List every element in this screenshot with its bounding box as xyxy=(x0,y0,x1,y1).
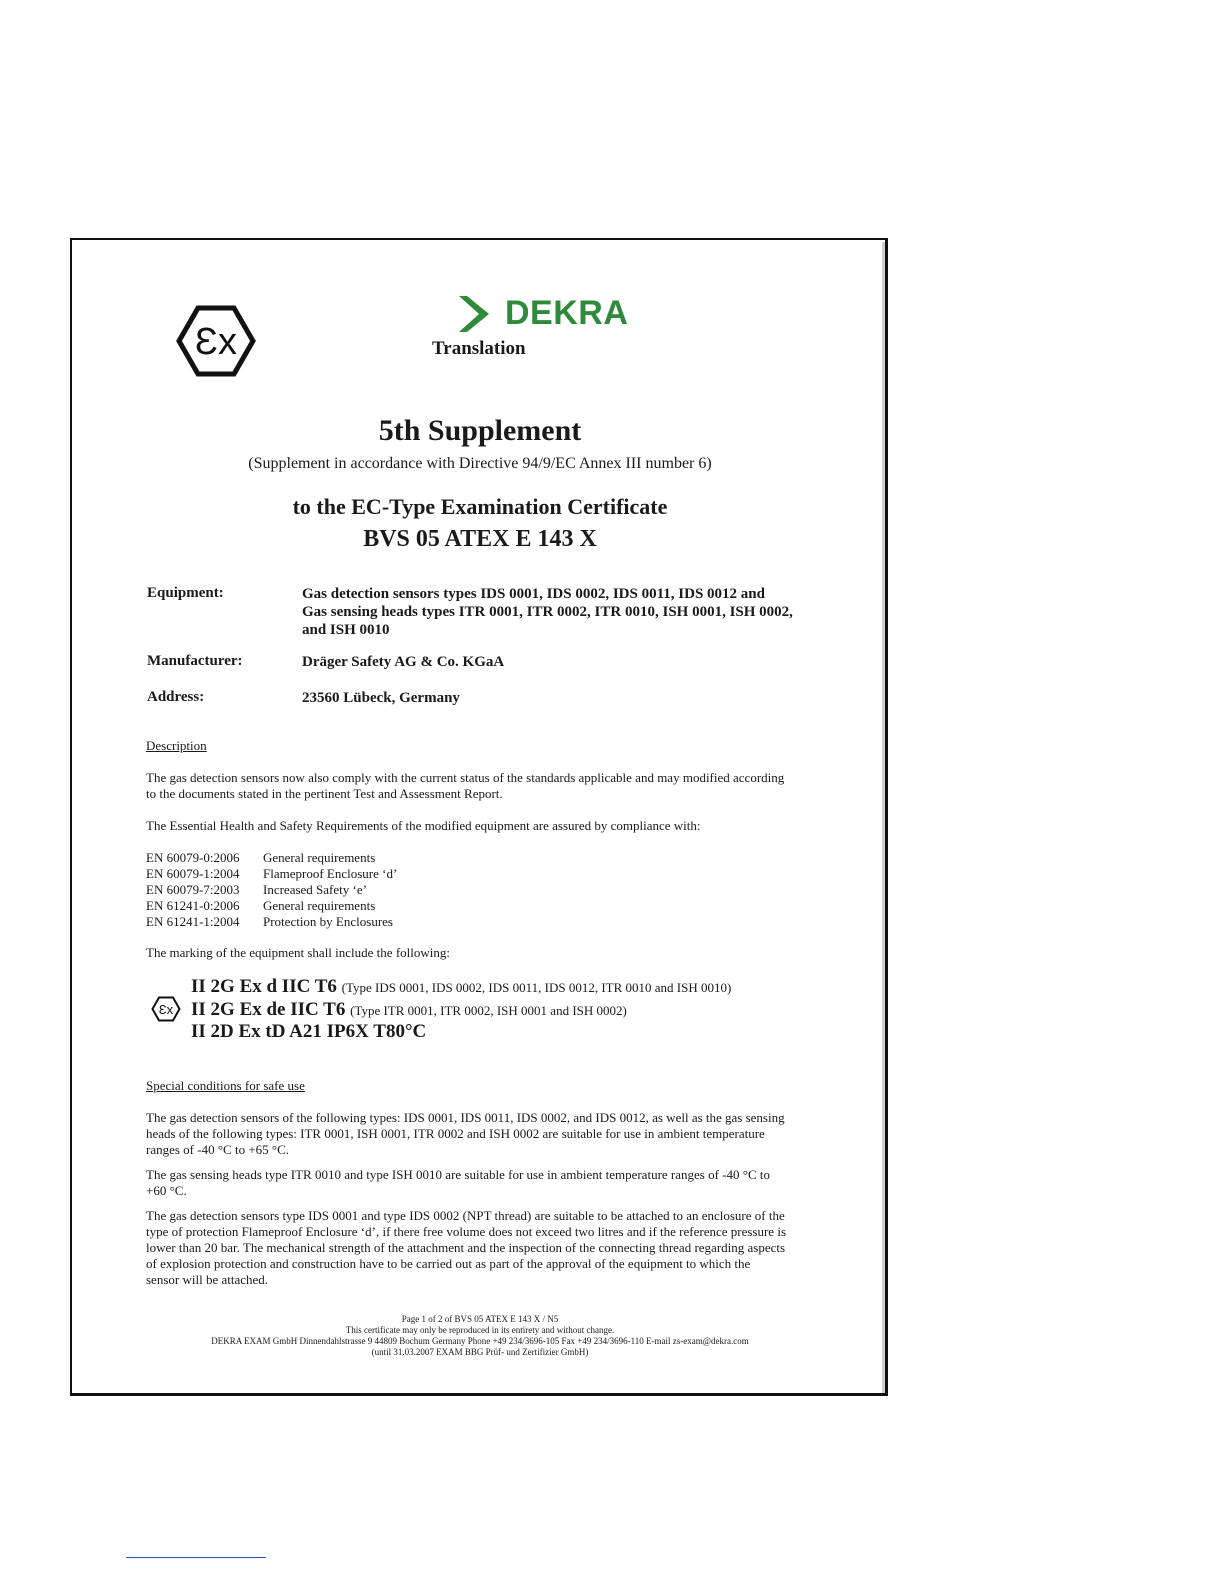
certificate-title: to the EC-Type Examination Certificate xyxy=(292,494,668,519)
ex-hexagon-small-icon xyxy=(151,996,181,1022)
standard-row xyxy=(146,866,397,882)
dekra-brand: DEKRA xyxy=(505,294,629,332)
footer-page-number: Page 1 of 2 of BVS 05 ATEX E 143 X / N5 xyxy=(401,1314,559,1324)
footer-former-name: (until 31.03.2007 EXAM BBG Prüf- und Zertifizier GmbH) xyxy=(371,1347,589,1357)
standard-row xyxy=(146,882,367,898)
special-conditions-paragraph: The gas detection sensors of the following types: IDS 0001, IDS 0011, IDS 0002, and IDS 0012, as well as the gas sensing heads of the following types: ITR 0001, ISH 0001, ITR 0002 and ISH 0002 are suitable for use in ambient temperature ranges of -40 °C to +65 °C. xyxy=(146,1110,785,1157)
description-heading: Description xyxy=(146,738,207,753)
standard-title: Increased Safety ‘e’ xyxy=(263,882,367,897)
marking-line xyxy=(191,1021,426,1043)
marking-note: (Type IDS 0001, IDS 0002, IDS 0011, IDS 0012, ITR 0010 and ISH 0010) xyxy=(341,980,732,995)
supplement-subtitle: (Supplement in accordance with Directive 94/9/EC Annex III number 6) xyxy=(248,455,712,472)
manufacturer-value: Dräger Safety AG & Co. KGaA xyxy=(302,654,505,670)
footer-reproduction-note: This certificate may only be reproduced in its entirety and without change. xyxy=(345,1325,615,1335)
dekra-logo xyxy=(455,292,629,332)
standard-code: EN 60079-1:2004 xyxy=(146,866,240,881)
standard-row xyxy=(146,898,375,914)
equipment-value xyxy=(302,585,793,639)
standard-row xyxy=(146,850,375,866)
standard-title: Protection by Enclosures xyxy=(263,914,393,929)
dekra-arrow-icon xyxy=(455,292,495,332)
footer-contact: DEKRA EXAM GmbH Dinnendahlstrasse 9 44809 Bochum Germany Phone +49 234/3696-105 Fax +49 234/3696-110 E-mail zs-exam@dekra.com xyxy=(211,1336,749,1346)
supplement-title: 5th Supplement xyxy=(378,414,582,447)
standard-code: EN 61241-1:2004 xyxy=(146,914,240,929)
svg-text:Ɛx: Ɛx xyxy=(195,321,237,363)
equipment-label: Equipment: xyxy=(147,585,224,601)
translation-label: Translation xyxy=(432,338,526,359)
manufacturer-label: Manufacturer: xyxy=(147,653,243,669)
special-conditions-paragraph: The gas sensing heads type ITR 0010 and type ISH 0010 are suitable for use in ambient temperature ranges of -40 °C to +60 °C. xyxy=(146,1167,770,1198)
standard-title: General requirements xyxy=(263,850,376,865)
address-label: Address: xyxy=(147,689,205,705)
standard-code: EN 61241-0:2006 xyxy=(146,898,240,913)
svg-text:Ɛx: Ɛx xyxy=(158,1002,174,1017)
equipment-line: and ISH 0010 xyxy=(302,622,390,638)
marking-code: II 2G Ex de IIC T6 xyxy=(191,999,346,1020)
standard-title: Flameproof Enclosure ‘d’ xyxy=(263,866,398,881)
marking-code: II 2D Ex tD A21 IP6X T80°C xyxy=(191,1021,427,1042)
ex-logo xyxy=(176,305,256,377)
standard-row xyxy=(146,914,393,930)
marking-code: II 2G Ex d IIC T6 xyxy=(191,976,337,997)
standard-code: EN 60079-0:2006 xyxy=(146,850,240,865)
address-value: 23560 Lübeck, Germany xyxy=(302,690,460,706)
marking-ex-logo xyxy=(151,996,181,1022)
special-conditions-heading: Special conditions for safe use xyxy=(146,1078,305,1093)
standard-code: EN 60079-7:2003 xyxy=(146,882,240,897)
equipment-line: Gas detection sensors types IDS 0001, IDS 0002, IDS 0011, IDS 0012 and xyxy=(302,586,765,602)
ex-hexagon-icon xyxy=(176,305,256,377)
marking-line xyxy=(191,999,627,1021)
marking-line xyxy=(191,976,731,998)
description-paragraph: The gas detection sensors now also comply with the current status of the standards applicable and may modified according to the documents stated in the pertinent Test and Assessment Report. xyxy=(146,770,785,801)
standard-title: General requirements xyxy=(263,898,376,913)
marking-intro: The marking of the equipment shall include the following: xyxy=(146,945,450,960)
marking-note: (Type ITR 0001, ITR 0002, ISH 0001 and ISH 0002) xyxy=(350,1003,627,1018)
requirements-paragraph: The Essential Health and Safety Requirements of the modified equipment are assured by compliance with: xyxy=(146,818,701,833)
footnote-rule xyxy=(126,1557,266,1558)
special-conditions-paragraph: The gas detection sensors type IDS 0001 and type IDS 0002 (NPT thread) are suitable to be attached to an enclosure of the type of protection Flameproof Enclosure ‘d’, if there free volume does not exceed two litres and if the reference pressure is lower than 20 bar. The mechanical strength of the attachment and the inspection of the connecting thread regarding aspects of explosion protection and construction have to be carried out as part of the approval of the equipment to which the sensor will be attached. xyxy=(146,1208,787,1287)
certificate-number: BVS 05 ATEX E 143 X xyxy=(363,526,597,552)
equipment-line: Gas sensing heads types ITR 0001, ITR 0002, ITR 0010, ISH 0001, ISH 0002, xyxy=(302,604,793,620)
